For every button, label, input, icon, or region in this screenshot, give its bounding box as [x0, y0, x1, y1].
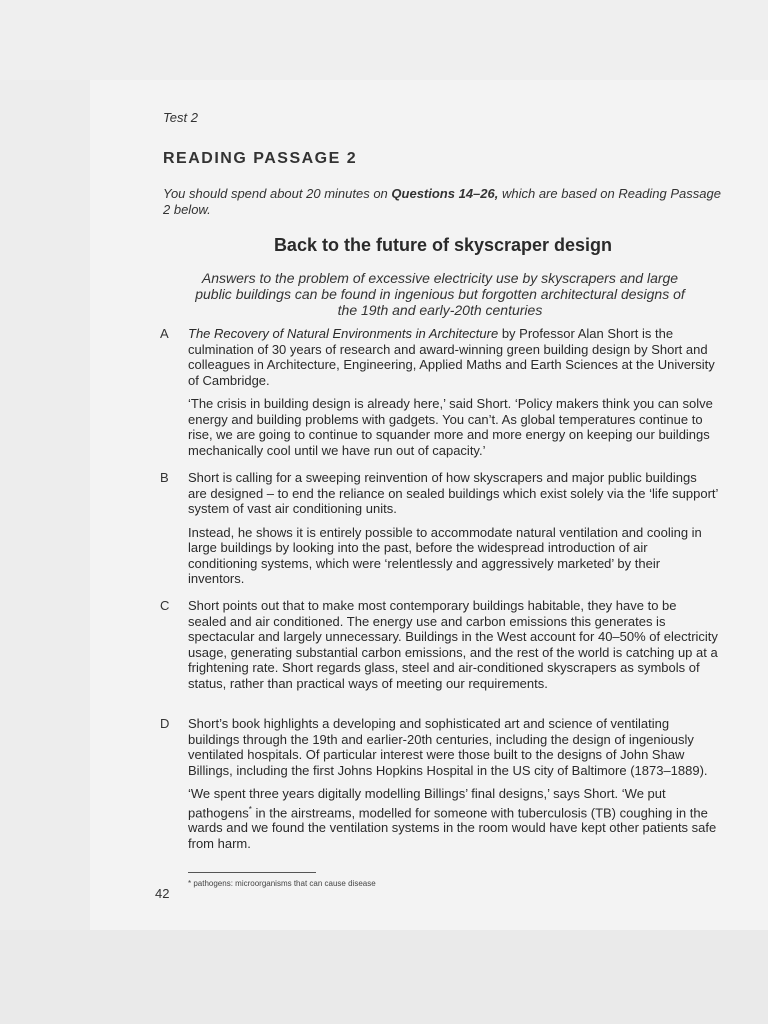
- article-title: Back to the future of skyscraper design: [273, 235, 613, 255]
- passage-heading: READING PASSAGE 2: [163, 150, 358, 167]
- section-letter: A: [160, 326, 169, 341]
- footnote-divider: [188, 872, 316, 873]
- paragraph: Short points out that to make most contemporary buildings habitable, they have to be sealed and air conditioned. The energy use and carbon emissions this generates is spectacular and largely unnecessary. Buildings in the West account for 40–50% of electricity usage, generating substantial carbon emissions, and the rest of the world is catching up at a frightening rate. Short regards glass, steel and air-conditioned skyscrapers as symbols of status, rather than practical ways of meeting our requirements.: [188, 598, 718, 691]
- footnote-marker: *: [248, 804, 252, 814]
- book-title: The Recovery of Natural Environments in Architecture: [188, 326, 499, 341]
- section-body: [188, 470, 718, 595]
- test-label: Test 2: [163, 110, 198, 125]
- section-body: [188, 716, 718, 859]
- section-body: [188, 598, 718, 699]
- section-letter: C: [160, 598, 170, 613]
- instructions-questions: Questions 14–26,: [391, 186, 499, 201]
- instructions: [163, 186, 723, 218]
- paragraph-text: in the airstreams, modelled for someone with tuberculosis (TB) coughing in the wards and we found the ventilation systems in the room would have kept other patients safe from harm.: [188, 804, 717, 851]
- instructions-after: which are based on Reading Passage 2 below.: [163, 186, 721, 217]
- paragraph: ‘The crisis in building design is already here,’ said Short. ‘Policy makers think you can solve energy and building problems with gadgets. You can’t. As global temperatures continue to rise, we are going to continue to squander more and more energy on keeping our buildings mechanically cool until we have run out of capacity.’: [188, 396, 713, 458]
- instructions-before: You should spend about 20 minutes on: [163, 186, 392, 201]
- footnote: * pathogens: microorganisms that can cause disease: [188, 879, 376, 888]
- section-letter: B: [160, 470, 169, 485]
- paragraph: Short is calling for a sweeping reinvention of how skyscrapers and major public buildings are designed – to end the reliance on sealed buildings which exist solely via the ‘life support’ system of vast air conditioning units.: [188, 470, 718, 516]
- paragraph: [188, 326, 718, 388]
- paragraph-text: by Professor Alan Short is the culmination of 30 years of research and award-winning green building design by Short and colleagues in Architecture, Engineering, Applied Maths and Earth Sciences at the University of Cambridge.: [188, 326, 715, 388]
- paragraph: Short’s book highlights a developing and sophisticated art and science of ventilating buildings through the 19th and earlier-20th centuries, including the design of ingeniously ventilated hospitals. Of particular interest were those built to the designs of John Shaw Billings, including the first Johns Hopkins Hospital in the US city of Baltimore (1873–1889).: [188, 716, 708, 778]
- paragraph-text: ‘We spent three years digitally modelling Billings’ final designs,’ says Short. ‘We put pathogens: [188, 786, 666, 820]
- article-subtitle: Answers to the problem of excessive electricity use by skyscrapers and large public buildings can be found in ingenious but forgotten architectural designs of the 19th and early-20th centuries: [195, 270, 685, 318]
- page-number: 42: [155, 886, 170, 901]
- section-body: [188, 326, 718, 466]
- paragraph: Instead, he shows it is entirely possible to accommodate natural ventilation and cooling in large buildings by looking into the past, before the widespread introduction of air conditioning systems, which were ‘relentlessly and aggressively marketed’ by their inventors.: [188, 524, 702, 586]
- paragraph: [188, 786, 718, 851]
- section-letter: D: [160, 716, 170, 731]
